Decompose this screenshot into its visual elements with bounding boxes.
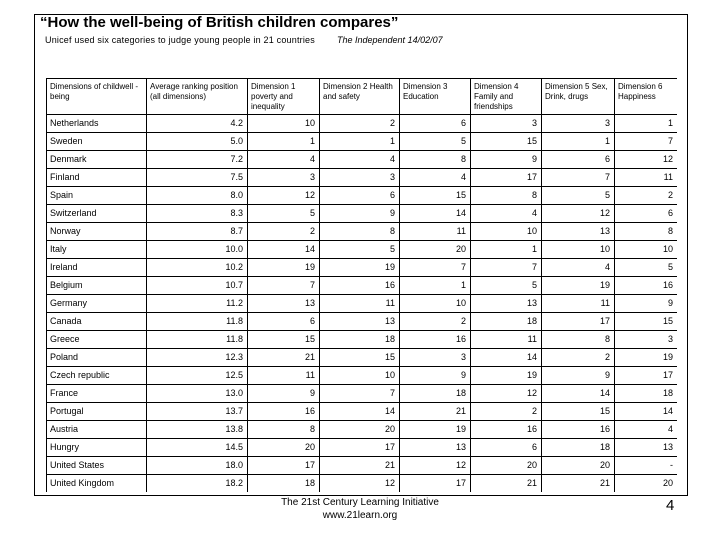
rank-cell: 13 — [400, 439, 471, 457]
rank-cell: 5 — [320, 241, 400, 259]
rank-cell: 1 — [471, 241, 542, 259]
rank-cell: 11.8 — [147, 331, 248, 349]
table-row — [47, 133, 678, 151]
rank-cell: 20 — [471, 457, 542, 475]
rank-cell: 12 — [471, 385, 542, 403]
rank-cell: 16 — [248, 403, 320, 421]
table-row — [47, 475, 678, 493]
rank-cell: 16 — [542, 421, 615, 439]
rank-cell: 5 — [542, 187, 615, 205]
country-cell: Austria — [47, 421, 147, 439]
rank-cell: 11 — [615, 169, 678, 187]
rank-cell: 7 — [400, 259, 471, 277]
table-row — [47, 223, 678, 241]
rank-cell: 2 — [615, 187, 678, 205]
rank-cell: 14 — [400, 205, 471, 223]
country-cell: Netherlands — [47, 115, 147, 133]
table-row — [47, 115, 678, 133]
column-header: Average ranking position (all dimensions) — [147, 79, 248, 115]
rank-cell: 8 — [400, 151, 471, 169]
rank-cell: 11 — [320, 295, 400, 313]
country-cell: Ireland — [47, 259, 147, 277]
column-header: Dimension 1 poverty and inequality — [248, 79, 320, 115]
rank-cell: 4 — [471, 205, 542, 223]
rank-cell: 20 — [400, 241, 471, 259]
rank-cell: 15 — [615, 313, 678, 331]
country-cell: Norway — [47, 223, 147, 241]
rank-cell: 20 — [615, 475, 678, 493]
rank-cell: 12.3 — [147, 349, 248, 367]
rank-cell: 18 — [542, 439, 615, 457]
rank-cell: 10 — [320, 367, 400, 385]
rank-cell: 17 — [248, 457, 320, 475]
rank-cell: 8 — [248, 421, 320, 439]
rank-cell: 21 — [542, 475, 615, 493]
rank-cell: 10 — [400, 295, 471, 313]
country-cell: Portugal — [47, 403, 147, 421]
rank-cell: 10 — [615, 241, 678, 259]
country-cell: Belgium — [47, 277, 147, 295]
table-header-row — [47, 79, 678, 115]
rank-cell: 13 — [615, 439, 678, 457]
table-row — [47, 241, 678, 259]
rank-cell: 13.7 — [147, 403, 248, 421]
rank-cell: 3 — [542, 115, 615, 133]
table-row — [47, 367, 678, 385]
footer — [240, 496, 480, 522]
rank-cell: 11.8 — [147, 313, 248, 331]
rank-cell: 21 — [471, 475, 542, 493]
country-cell: Poland — [47, 349, 147, 367]
rank-cell: 18 — [400, 385, 471, 403]
table-row — [47, 205, 678, 223]
table-body — [47, 115, 678, 493]
rank-cell: - — [615, 457, 678, 475]
table-row — [47, 187, 678, 205]
rankings-table — [46, 78, 677, 492]
rank-cell: 4 — [615, 421, 678, 439]
rank-cell: 8 — [320, 223, 400, 241]
country-cell: Sweden — [47, 133, 147, 151]
rank-cell: 5 — [471, 277, 542, 295]
rank-cell: 15 — [320, 349, 400, 367]
rank-cell: 10.2 — [147, 259, 248, 277]
table-row — [47, 403, 678, 421]
rank-cell: 14.5 — [147, 439, 248, 457]
column-header: Dimension 4 Family and friendships — [471, 79, 542, 115]
source-citation: The Independent 14/02/07 — [337, 35, 443, 45]
rank-cell: 8 — [471, 187, 542, 205]
rank-cell: 17 — [542, 313, 615, 331]
rank-cell: 7 — [248, 277, 320, 295]
rank-cell: 1 — [542, 133, 615, 151]
rank-cell: 3 — [248, 169, 320, 187]
rank-cell: 9 — [471, 151, 542, 169]
rank-cell: 2 — [248, 223, 320, 241]
rank-cell: 11 — [471, 331, 542, 349]
rank-cell: 20 — [248, 439, 320, 457]
rank-cell: 12 — [615, 151, 678, 169]
rank-cell: 13.8 — [147, 421, 248, 439]
rank-cell: 13 — [542, 223, 615, 241]
rank-cell: 6 — [248, 313, 320, 331]
table-row — [47, 313, 678, 331]
rank-cell: 7.2 — [147, 151, 248, 169]
rank-cell: 8.0 — [147, 187, 248, 205]
rank-cell: 19 — [320, 259, 400, 277]
country-cell: Canada — [47, 313, 147, 331]
rank-cell: 14 — [615, 403, 678, 421]
column-header: Dimensions of childwell -being — [47, 79, 147, 115]
column-header: Dimension 6 Happiness — [615, 79, 678, 115]
rank-cell: 8 — [542, 331, 615, 349]
rank-cell: 1 — [320, 133, 400, 151]
rank-cell: 15 — [542, 403, 615, 421]
rank-cell: 15 — [248, 331, 320, 349]
country-cell: Switzerland — [47, 205, 147, 223]
rank-cell: 18.2 — [147, 475, 248, 493]
rank-cell: 13 — [320, 313, 400, 331]
rank-cell: 7 — [320, 385, 400, 403]
rank-cell: 15 — [471, 133, 542, 151]
rank-cell: 21 — [248, 349, 320, 367]
footer-website: www.21learn.org — [322, 510, 398, 521]
rank-cell: 19 — [615, 349, 678, 367]
rank-cell: 18 — [320, 331, 400, 349]
country-cell: United Kingdom — [47, 475, 147, 493]
rank-cell: 1 — [615, 115, 678, 133]
rank-cell: 16 — [471, 421, 542, 439]
rank-cell: 4 — [248, 151, 320, 169]
rank-cell: 16 — [400, 331, 471, 349]
rank-cell: 18.0 — [147, 457, 248, 475]
rank-cell: 7 — [615, 133, 678, 151]
rank-cell: 19 — [248, 259, 320, 277]
country-cell: Czech republic — [47, 367, 147, 385]
rank-cell: 10 — [471, 223, 542, 241]
rank-cell: 12 — [248, 187, 320, 205]
table-row — [47, 439, 678, 457]
rank-cell: 4 — [542, 259, 615, 277]
rank-cell: 14 — [320, 403, 400, 421]
rank-cell: 12 — [320, 475, 400, 493]
rank-cell: 3 — [400, 349, 471, 367]
rank-cell: 21 — [400, 403, 471, 421]
rank-cell: 11.2 — [147, 295, 248, 313]
rank-cell: 3 — [320, 169, 400, 187]
rank-cell: 4 — [320, 151, 400, 169]
rank-cell: 8 — [615, 223, 678, 241]
rank-cell: 15 — [400, 187, 471, 205]
rank-cell: 10.7 — [147, 277, 248, 295]
rank-cell: 9 — [248, 385, 320, 403]
rank-cell: 5 — [248, 205, 320, 223]
rank-cell: 17 — [471, 169, 542, 187]
rank-cell: 7.5 — [147, 169, 248, 187]
rank-cell: 17 — [320, 439, 400, 457]
rank-cell: 13.0 — [147, 385, 248, 403]
rank-cell: 2 — [400, 313, 471, 331]
rank-cell: 7 — [471, 259, 542, 277]
country-cell: Germany — [47, 295, 147, 313]
country-cell: Greece — [47, 331, 147, 349]
country-cell: Hungry — [47, 439, 147, 457]
rank-cell: 11 — [542, 295, 615, 313]
rank-cell: 9 — [615, 295, 678, 313]
rank-cell: 16 — [615, 277, 678, 295]
country-cell: Spain — [47, 187, 147, 205]
rank-cell: 5 — [615, 259, 678, 277]
rank-cell: 14 — [542, 385, 615, 403]
rank-cell: 20 — [542, 457, 615, 475]
rank-cell: 16 — [320, 277, 400, 295]
rank-cell: 13 — [471, 295, 542, 313]
rank-cell: 6 — [615, 205, 678, 223]
country-cell: Denmark — [47, 151, 147, 169]
rankings-table-container — [46, 78, 677, 492]
table-row — [47, 151, 678, 169]
page-subtitle: Unicef used six categories to judge young people in 21 countries — [45, 35, 315, 45]
rank-cell: 7 — [542, 169, 615, 187]
rank-cell: 2 — [320, 115, 400, 133]
rank-cell: 9 — [320, 205, 400, 223]
footer-organization: The 21st Century Learning Initiative — [281, 497, 439, 508]
rank-cell: 21 — [320, 457, 400, 475]
rank-cell: 3 — [615, 331, 678, 349]
rank-cell: 4.2 — [147, 115, 248, 133]
rank-cell: 18 — [248, 475, 320, 493]
rank-cell: 6 — [320, 187, 400, 205]
rank-cell: 17 — [615, 367, 678, 385]
table-row — [47, 169, 678, 187]
rank-cell: 8.7 — [147, 223, 248, 241]
table-row — [47, 385, 678, 403]
rank-cell: 14 — [471, 349, 542, 367]
rank-cell: 6 — [542, 151, 615, 169]
rank-cell: 1 — [400, 277, 471, 295]
rank-cell: 8.3 — [147, 205, 248, 223]
table-row — [47, 421, 678, 439]
rank-cell: 20 — [320, 421, 400, 439]
table-row — [47, 295, 678, 313]
rank-cell: 18 — [471, 313, 542, 331]
column-header: Dimension 2 Health and safety — [320, 79, 400, 115]
rank-cell: 19 — [400, 421, 471, 439]
rank-cell: 12 — [542, 205, 615, 223]
rank-cell: 13 — [248, 295, 320, 313]
page-number: 4 — [666, 497, 675, 514]
rank-cell: 9 — [542, 367, 615, 385]
rank-cell: 6 — [400, 115, 471, 133]
page-title: “How the well-being of British children compares” — [40, 14, 399, 31]
country-cell: Italy — [47, 241, 147, 259]
rank-cell: 12 — [400, 457, 471, 475]
table-row — [47, 457, 678, 475]
rank-cell: 2 — [471, 403, 542, 421]
rank-cell: 10.0 — [147, 241, 248, 259]
rank-cell: 17 — [400, 475, 471, 493]
rank-cell: 1 — [248, 133, 320, 151]
rank-cell: 6 — [471, 439, 542, 457]
rank-cell: 10 — [248, 115, 320, 133]
rank-cell: 10 — [542, 241, 615, 259]
rank-cell: 2 — [542, 349, 615, 367]
table-row — [47, 331, 678, 349]
rank-cell: 5.0 — [147, 133, 248, 151]
table-row — [47, 259, 678, 277]
rank-cell: 14 — [248, 241, 320, 259]
rank-cell: 19 — [542, 277, 615, 295]
table-row — [47, 349, 678, 367]
rank-cell: 12.5 — [147, 367, 248, 385]
rank-cell: 18 — [615, 385, 678, 403]
rank-cell: 3 — [471, 115, 542, 133]
rank-cell: 5 — [400, 133, 471, 151]
country-cell: United States — [47, 457, 147, 475]
column-header: Dimension 5 Sex, Drink, drugs — [542, 79, 615, 115]
rank-cell: 19 — [471, 367, 542, 385]
country-cell: France — [47, 385, 147, 403]
rank-cell: 11 — [248, 367, 320, 385]
rank-cell: 9 — [400, 367, 471, 385]
country-cell: Finland — [47, 169, 147, 187]
column-header: Dimension 3 Education — [400, 79, 471, 115]
rank-cell: 4 — [400, 169, 471, 187]
rank-cell: 11 — [400, 223, 471, 241]
table-row — [47, 277, 678, 295]
